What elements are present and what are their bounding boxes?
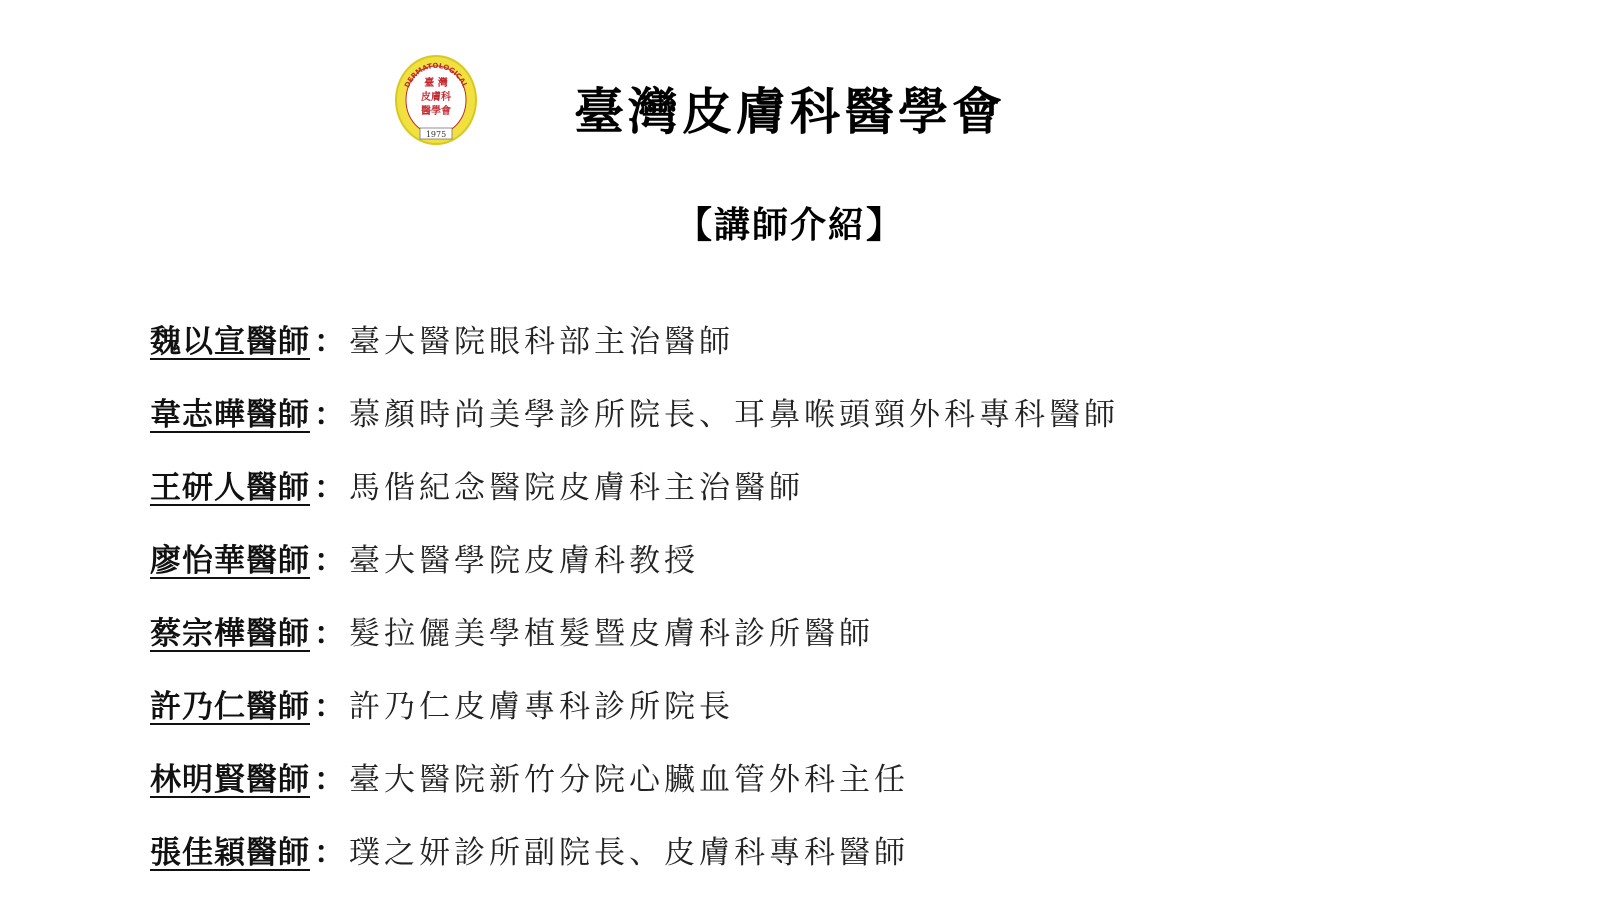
svg-text:DERMATOLOGICAL: DERMATOLOGICAL [403, 61, 469, 89]
speaker-name: 廖怡華醫師 [150, 543, 310, 579]
speaker-description: 馬偕紀念醫院皮膚科主治醫師 [349, 470, 804, 506]
speaker-description: 髮拉儷美學植髮暨皮膚科診所醫師 [349, 616, 874, 652]
speaker-description: 臺大醫院眼科部主治醫師 [349, 324, 734, 360]
association-seal-icon [392, 52, 480, 148]
speaker-row [150, 448, 1450, 521]
speaker-name: 張佳穎醫師 [150, 835, 310, 871]
speaker-name: 林明賢醫師 [150, 762, 310, 798]
organization-title: 臺灣皮膚科醫學會 [574, 83, 1006, 141]
speaker-name: 魏以宣醫師 [150, 324, 310, 360]
speaker-description: 臺大醫學院皮膚科教授 [349, 543, 699, 579]
speaker-name: 王研人醫師 [150, 470, 310, 506]
svg-text:皮膚科: 皮膚科 [421, 92, 451, 103]
separator: ： [314, 397, 345, 433]
speaker-description: 許乃仁皮膚專科診所院長 [349, 689, 734, 725]
svg-text:醫學會: 醫學會 [421, 106, 451, 117]
svg-text:臺 灣: 臺 灣 [424, 78, 448, 89]
separator: ： [314, 835, 345, 871]
speaker-name: 許乃仁醫師 [150, 689, 310, 725]
separator: ： [314, 689, 345, 725]
speaker-description: 臺大醫院新竹分院心臟血管外科主任 [349, 762, 909, 798]
speaker-row [150, 594, 1450, 667]
separator: ： [314, 470, 345, 506]
separator: ： [314, 762, 345, 798]
speaker-row [150, 740, 1450, 813]
speaker-row [150, 667, 1450, 740]
separator: ： [314, 324, 345, 360]
section-heading: 【講師介紹】 [675, 205, 904, 246]
speaker-list [150, 302, 1450, 886]
speaker-row [150, 521, 1450, 594]
speaker-row [150, 813, 1450, 886]
speaker-row [150, 375, 1450, 448]
separator: ： [314, 616, 345, 652]
svg-text:1975: 1975 [425, 130, 447, 139]
speaker-row [150, 302, 1450, 375]
speaker-description: 璞之妍診所副院長、皮膚科專科醫師 [349, 835, 909, 871]
separator: ： [314, 543, 345, 579]
association-logo [392, 52, 480, 148]
speaker-name: 蔡宗樺醫師 [150, 616, 310, 652]
speaker-description: 慕顏時尚美學診所院長、耳鼻喉頭頸外科專科醫師 [349, 397, 1119, 433]
speaker-name: 韋志曄醫師 [150, 397, 310, 433]
